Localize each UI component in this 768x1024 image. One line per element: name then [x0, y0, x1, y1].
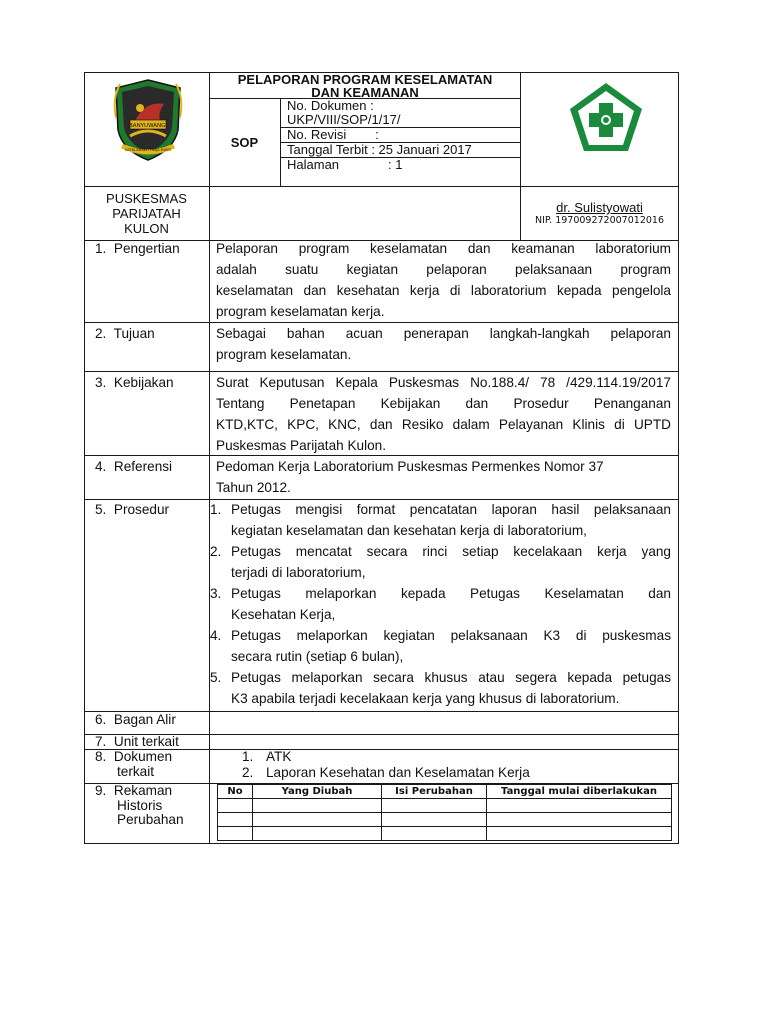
table-row: [218, 827, 672, 841]
page-label: Halaman: [287, 157, 340, 172]
tujuan-line: program keselamatan.: [216, 347, 352, 362]
table-row: [218, 813, 672, 827]
step-line-1: Petugas melaporkan secara khusus atau segera kepada petugas: [231, 670, 671, 685]
step-line-1: Petugas mencatat secara rinci setiap kecelakaan kerja yang: [231, 544, 671, 559]
title-line-1: PELAPORAN PROGRAM KESELAMATAN: [237, 72, 493, 87]
signer-name: dr. Sulistyowati: [556, 200, 643, 215]
label-bagan-alir: 6. Bagan Alir: [95, 712, 176, 727]
step-line-2: kegiatan keselamatan dan kesehatan kerja di laboratorium,: [231, 523, 587, 538]
table-cell: [382, 799, 487, 813]
rekaman-label-line-3: Perubahan: [117, 812, 184, 827]
title-line-2: DAN KEAMANAN: [311, 85, 419, 100]
pengertian-line: keselamatan dan kesehatan kerja di laboratorium kepada pengelola: [216, 283, 671, 298]
table-header-row: [218, 785, 672, 799]
kebijakan-line: Surat Keputusan Kepala Puskesmas No.188.4/ 78 /429.114.19/2017: [216, 375, 671, 390]
column-header: No: [218, 785, 253, 799]
column-header: Yang Diubah: [253, 785, 382, 799]
signer-nip: NIP. 197009272007012016: [535, 215, 664, 226]
step-line-2: secara rutin (setiap 6 bulan),: [231, 649, 404, 664]
list-item: [210, 499, 671, 541]
org-line-2: PARIJATAH: [112, 206, 181, 221]
label-pengertian: 1. Pengertian: [95, 241, 180, 256]
column-header: Isi Perubahan: [382, 785, 487, 799]
pengertian-line: Pelaporan program keselamatan dan keamanan laboratorium: [216, 241, 671, 256]
label-referensi: 4. Referensi: [95, 459, 173, 474]
pengertian-line: adalah suatu kegiatan pelaporan pelaksanaan program: [216, 262, 671, 277]
org-line-3: KULON: [124, 221, 169, 236]
step-number: 4.: [210, 628, 222, 643]
regency-crest-logo: [112, 78, 184, 162]
kebijakan-text: [216, 372, 671, 456]
list-item: [210, 583, 671, 625]
table-cell: [487, 827, 672, 841]
table-cell: [487, 813, 672, 827]
list-item: [210, 667, 671, 709]
tujuan-text: [216, 323, 671, 365]
dokumen-label-line-1: 8. Dokumen: [95, 749, 173, 764]
table-cell: [253, 813, 382, 827]
dokumen-terkait-list: [242, 749, 530, 781]
tujuan-line: Sebagai bahan acuan penerapan langkah-langkah pelaporan: [216, 326, 671, 341]
kebijakan-line: KTD,KTC, KPC, KNC, dan Resiko dalam Pelayanan Klinis di UPTD: [216, 417, 671, 432]
list-item: [210, 625, 671, 667]
doc-number-value: UKP/VIII/SOP/1/17/: [287, 112, 401, 127]
org-name: [84, 191, 209, 236]
list-item: [210, 541, 671, 583]
step-number: 1.: [210, 502, 222, 517]
label-tujuan: 2. Tujuan: [95, 326, 155, 341]
step-line-2: terjadi di laboratorium,: [231, 565, 366, 580]
kebijakan-line: Puskesmas Parijatah Kulon.: [216, 438, 387, 453]
list-item: [242, 749, 530, 765]
referensi-text: [216, 456, 671, 498]
step-line-1: Petugas melaporkan kepada Petugas Keselamatan dan: [231, 586, 671, 601]
dokumen-label-line-2: terkait: [117, 764, 155, 779]
puskesmas-logo: [567, 80, 645, 154]
pengertian-text: [216, 238, 671, 322]
step-number: 5.: [210, 670, 222, 685]
step-line-1: Petugas melaporkan kegiatan pelaksanaan K3 di puskesmas: [231, 628, 671, 643]
kebijakan-line: Tentang Penetapan Kebijakan dan Prosedur Penanganan: [216, 396, 671, 411]
item-text: ATK: [266, 749, 292, 764]
table-cell: [218, 799, 253, 813]
revision-label: No. Revisi :: [287, 127, 379, 142]
step-line-1: Petugas mengisi format pencatatan laporan hasil pelaksanaan: [231, 502, 671, 517]
step-line-2: Kesehatan Kerja,: [231, 607, 336, 622]
step-number: 2.: [210, 544, 222, 559]
page-title: [209, 73, 521, 99]
crest-banner-text: BANYUWANGI: [129, 123, 167, 129]
table-cell: [382, 813, 487, 827]
column-header: Tanggal mulai diberlakukan: [487, 785, 672, 799]
table-cell: [218, 813, 253, 827]
table-cell: [487, 799, 672, 813]
issue-date: Tanggal Terbit : 25 Januari 2017: [287, 142, 472, 157]
org-line-1: PUSKESMAS: [106, 191, 187, 206]
label-kebijakan: 3. Kebijakan: [95, 375, 174, 390]
pengertian-line: program keselamatan kerja.: [216, 304, 385, 319]
table-cell: [253, 799, 382, 813]
step-line-2: K3 apabila terjadi kecelakaan kerja yang khusus di laboratorium.: [231, 691, 620, 706]
item-text: Laporan Kesehatan dan Keselamatan Kerja: [266, 765, 530, 780]
label-rekaman: [95, 784, 184, 828]
sop-label: SOP: [230, 135, 259, 150]
step-number: 3.: [210, 586, 222, 601]
table-cell: [253, 827, 382, 841]
label-dokumen-terkait: [95, 749, 172, 779]
rekaman-label-line-2: Historis: [117, 797, 163, 813]
label-unit-terkait: 7. Unit terkait: [95, 734, 179, 749]
list-item: [242, 765, 530, 781]
page-value: : 1: [388, 157, 403, 172]
item-number: 2.: [242, 765, 254, 780]
rekaman-label-line-1: 9. Rekaman: [95, 783, 173, 798]
change-history-table: [217, 784, 672, 841]
table-row: [218, 799, 672, 813]
referensi-line: Tahun 2012.: [216, 480, 291, 495]
prosedur-list: [210, 499, 671, 709]
referensi-line: Pedoman Kerja Laboratorium Puskesmas Permenkes Nomor 37: [216, 459, 604, 474]
label-prosedur: 5. Prosedur: [95, 502, 170, 517]
item-number: 1.: [242, 749, 254, 764]
table-cell: [382, 827, 487, 841]
doc-number-label: No. Dokumen :: [287, 98, 374, 113]
crest-motto-text: SATYA BHAKTI PRAJA MUKTI: [124, 148, 172, 152]
table-cell: [218, 827, 253, 841]
